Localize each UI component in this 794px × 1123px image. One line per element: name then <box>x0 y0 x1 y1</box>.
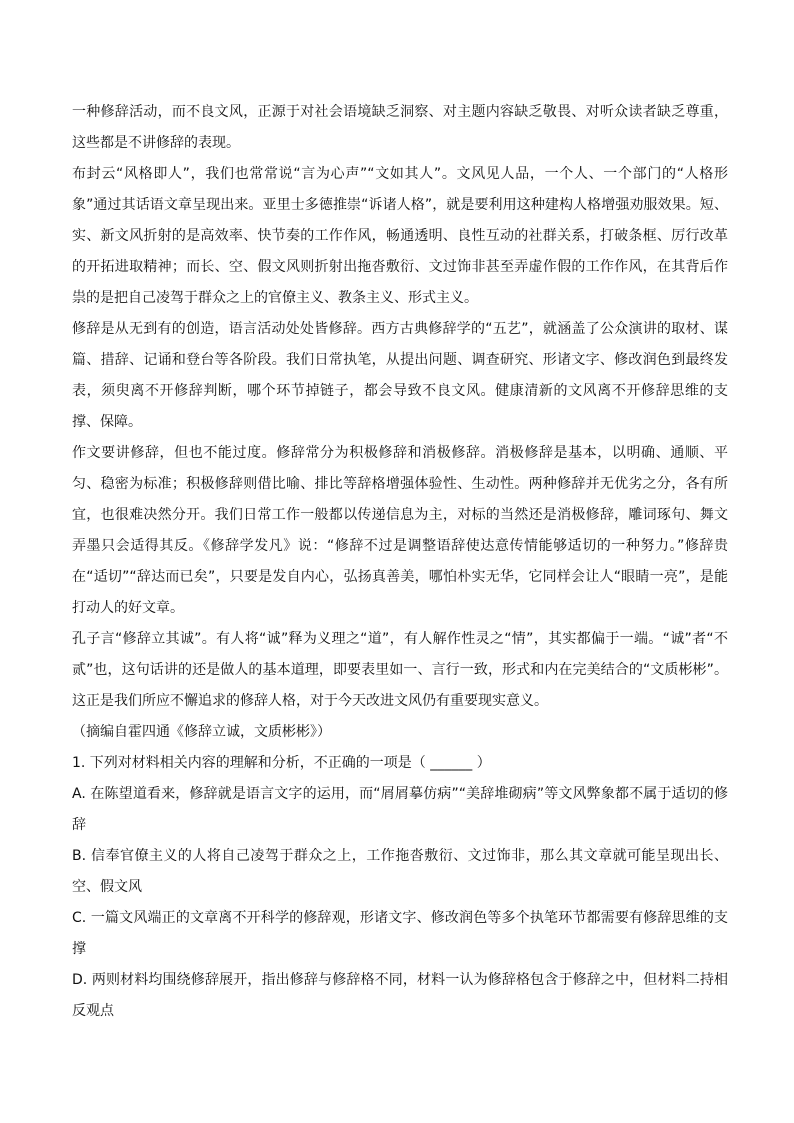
question-block <box>72 748 728 1027</box>
option-d[interactable]: D. 两则材料均围绕修辞展开，指出修辞与修辞格不同，材料一认为修辞格包含于修辞之中，但材料二持相反观点 <box>72 972 728 1019</box>
paragraph-1: 一种修辞活动，而不良文风，正源于对社会语境缺乏洞察、对主题内容缺乏敬畏、对听众读者缺乏尊重，这些都是不讲修辞的表现。 <box>72 104 728 151</box>
option-b[interactable]: B. 信奉官僚主义的人将自己凌驾于群众之上，工作拖沓敷衍、文过饰非，那么其文章就可能呈现出长、空、假文风 <box>72 848 728 895</box>
article-body <box>72 97 728 748</box>
source-citation: （摘编自霍四通《修辞立诚，文质彬彬》） <box>72 724 331 740</box>
paragraph-5: 孔子言“修辞立其诚”。有人将“诚”释为义理之“道”，有人解作性灵之“情”，其实都偏于一端。“诚”者“不贰”也，这句话讲的还是做人的基本道理，即要表里如一、言行一致，形式和内在完美结合的“文质彬彬”。这正是我们所应不懈追求的修辞人格，对于今天改进文风仍有重要现实意义。 <box>72 631 728 709</box>
paragraph-4: 作文要讲修辞，但也不能过度。修辞常分为积极修辞和消极修辞。消极修辞是基本，以明确、通顺、平匀、稳密为标准；积极修辞则借比喻、排比等辞格增强体验性、生动性。两种修辞并无优劣之分，各有所宜，也很难决然分开。我们日常工作一般都以传递信息为主，对标的当然还是消极修辞，雕词琢句、舞文弄墨只会适得其反。《修辞学发凡》说：“修辞不过是调整语辞使达意传情能够适切的一种努力。”修辞贵在“适切”“辞达而已矣”，只要是发自内心，弘扬真善美，哪怕朴实无华，它同样会让人“眼睛一亮”，是能打动人的好文章。 <box>72 445 728 616</box>
option-c[interactable]: C. 一篇文风端正的文章离不开科学的修辞观，形诸文字、修改润色等多个执笔环节都需要有修辞思维的支撑 <box>72 910 728 957</box>
paragraph-2: 布封云“风格即人”，我们也常常说“言为心声”“文如其人”。文风见人品，一个人、一个部门的“人格形象”通过其话语文章呈现出来。亚里士多德推崇“诉诸人格”，就是要利用这种建构人格增强劝服效果。短、实、新文风折射的是高效率、快节奏的工作作风，畅通透明、良性互动的社群关系，打破条框、厉行改革的开拓进取精神；而长、空、假文风则折射出拖沓敷衍、文过饰非甚至弄虚作假的工作作风，在其背后作祟的是把自己凌驾于群众之上的官僚主义、教条主义、形式主义。 <box>72 166 728 306</box>
paragraph-3: 修辞是从无到有的创造，语言活动处处皆修辞。西方古典修辞学的“五艺”，就涵盖了公众演讲的取材、谋篇、措辞、记诵和登台等各阶段。我们日常执笔，从提出问题、调查研究、形诸文字、修改润色到最终发表，须臾离不开修辞判断，哪个环节掉链子，都会导致不良文风。健康清新的文风离不开修辞思维的支撑、保障。 <box>72 321 728 430</box>
question-stem: 1. 下列对材料相关内容的理解和分析，不正确的一项是（ ______ ） <box>72 755 491 771</box>
answer-options <box>72 779 728 1027</box>
option-a[interactable]: A. 在陈望道看来，修辞就是语言文字的运用，而“屑屑摹仿病”“美辞堆砌病”等文风弊象都不属于适切的修辞 <box>72 786 728 833</box>
document-page <box>72 97 728 1027</box>
